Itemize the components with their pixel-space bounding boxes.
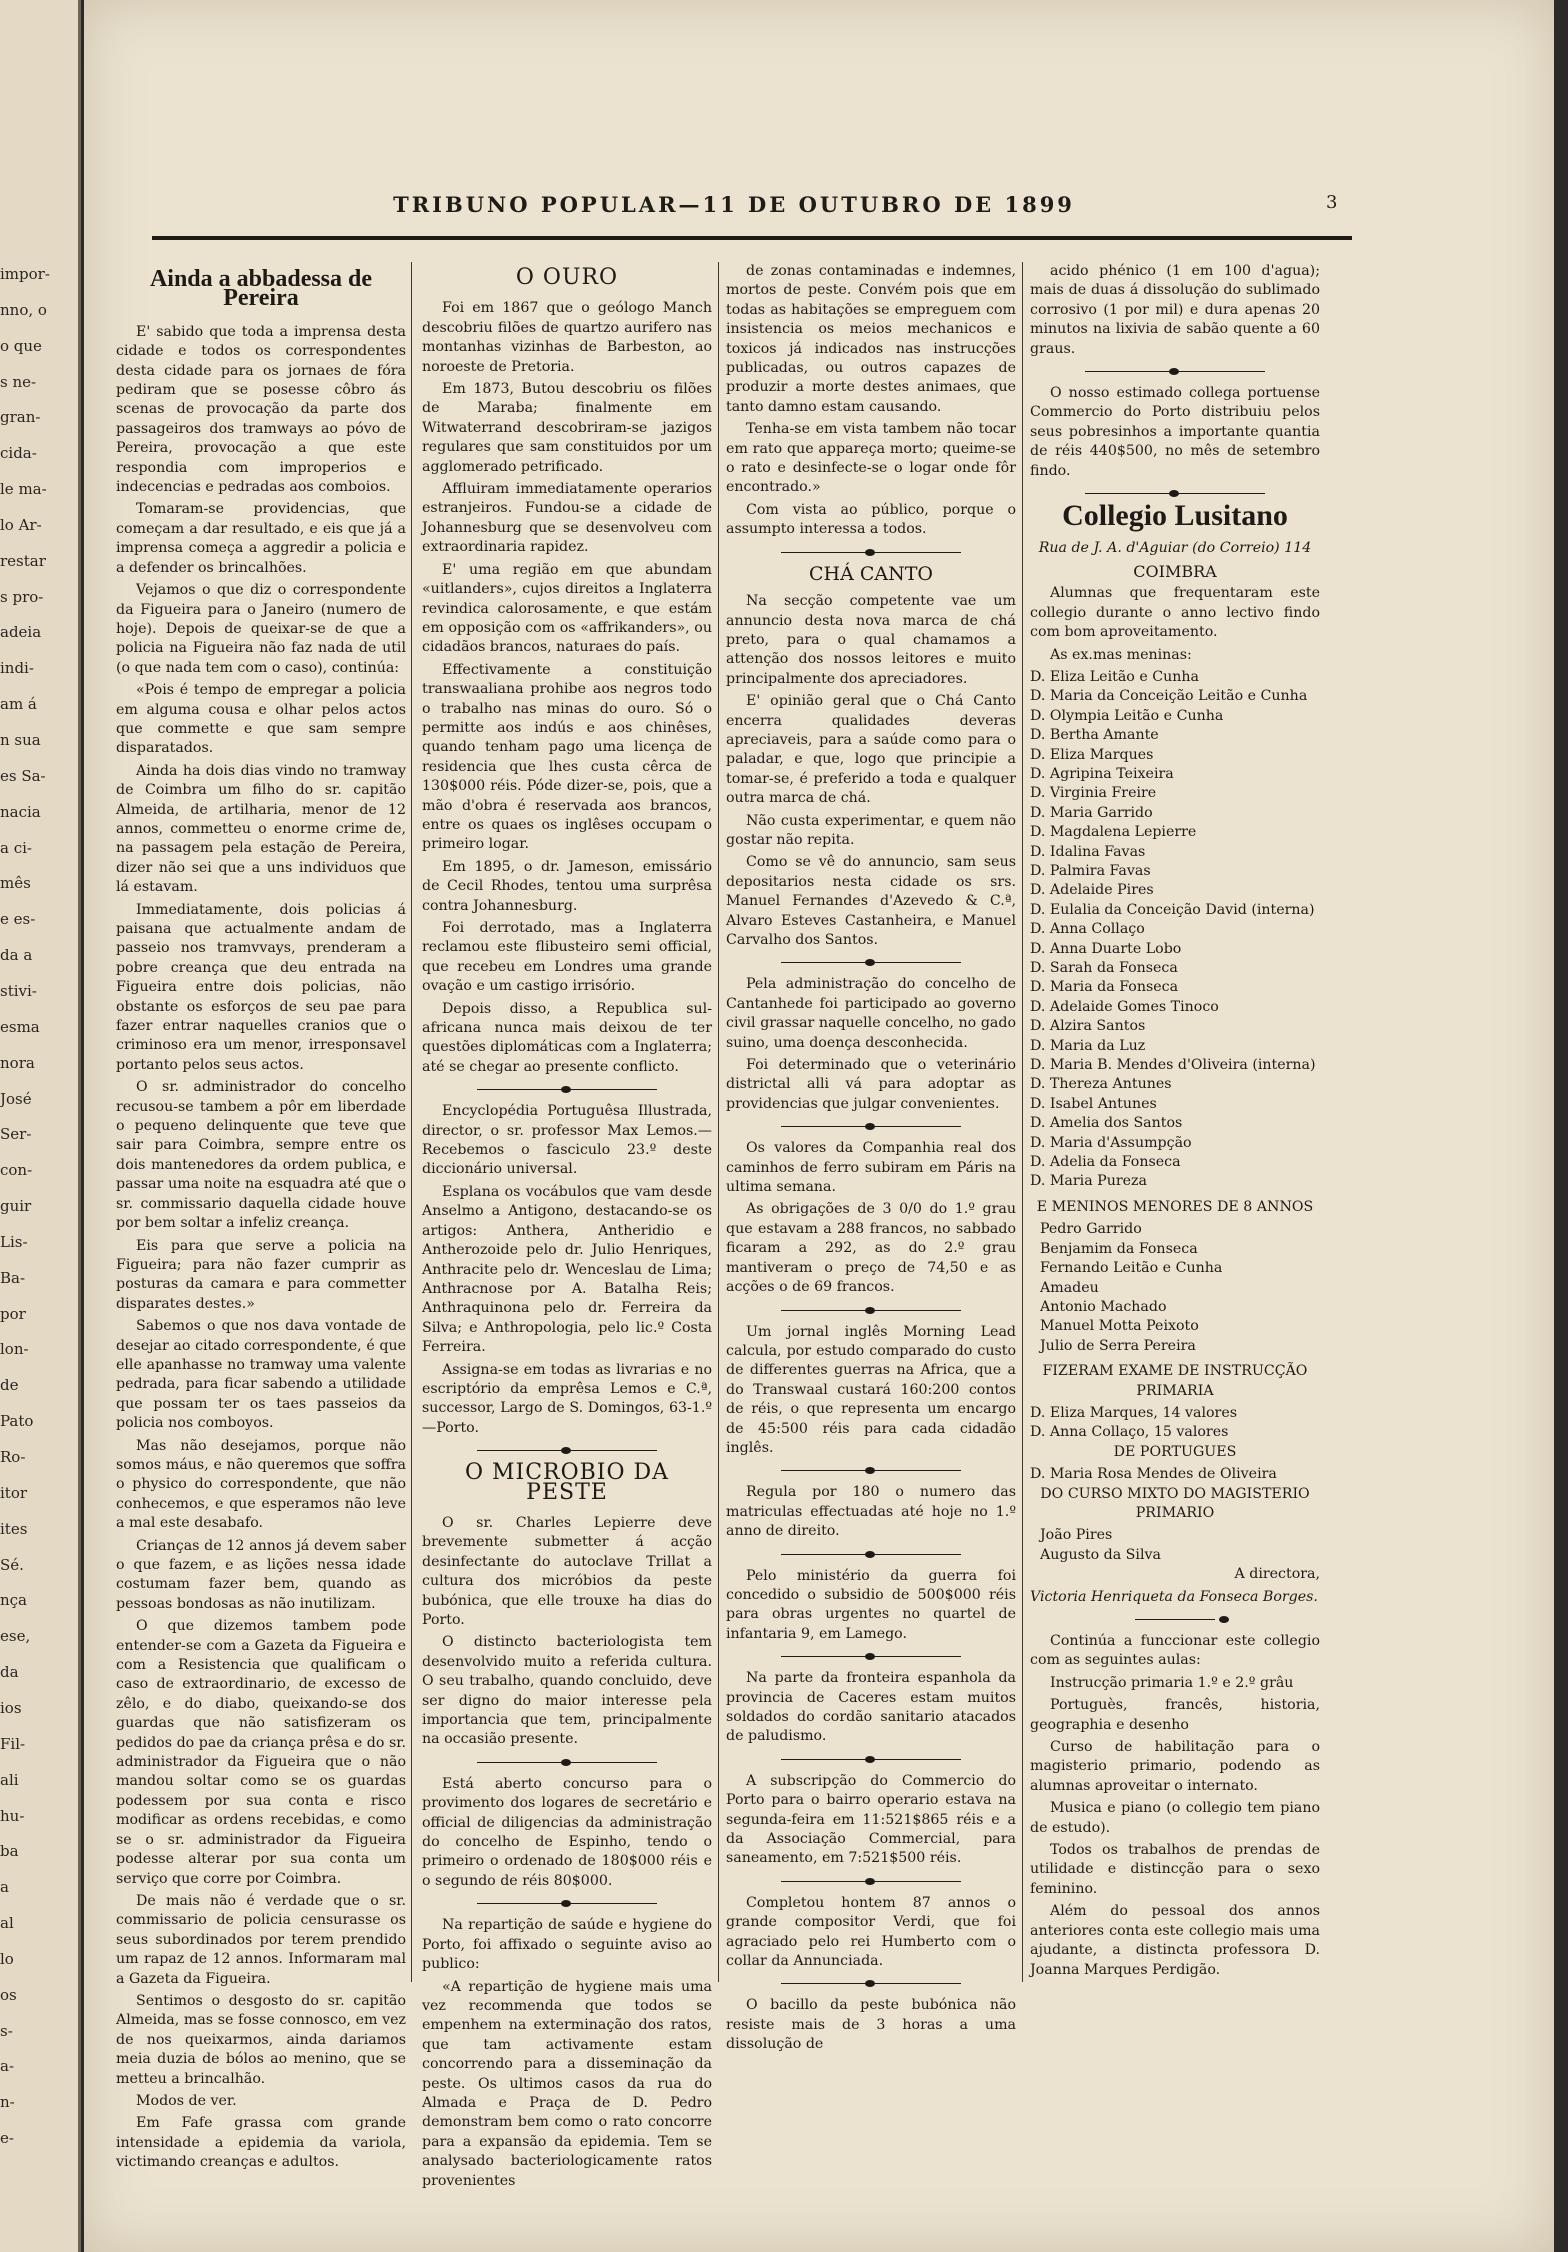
news-item: O nosso estimado collega portuense Commercio do Porto distribuiu pelos seus pobresinhos a importante quantia de réis 440$500, no mês de setembro findo.: [1030, 385, 1320, 479]
list-item: D. Eliza Marques: [1030, 746, 1154, 763]
separator: [1085, 493, 1265, 494]
margin-fragment: stivi-: [0, 981, 37, 1000]
paragraph: Na secção competente vae um annuncio desta nova marca de chá preto, para o qual chamamos a attenção dos nossos leitores e muito principalmente dos apreciadores.: [726, 593, 1016, 687]
paragraph: Sabemos o que nos dava vontade de desejar ao citado correspondente, é que elle apanhasse no tramway uma valente pedrada, para ficar sabendo a utilidade que possam ter os taes passeios da policia nos comboyos.: [116, 1318, 406, 1432]
paragraph: Instrucção primaria 1.º e 2.º grâu: [1050, 1674, 1294, 1691]
margin-fragment: a: [0, 1878, 9, 1897]
microbio-body: [422, 1514, 712, 1750]
margin-fragment: a-: [0, 2057, 15, 2076]
list-item: Julio de Serra Pereira: [1040, 1337, 1196, 1354]
list-item: D. Maria da Conceição Leitão e Cunha: [1030, 688, 1308, 705]
margin-fragment: n sua: [0, 731, 41, 750]
paragraph: Com vista ao público, porque o assumpto interessa a todos.: [726, 501, 1016, 538]
news-item: Completou hontem 87 annos o grande compositor Verdi, que foi agraciado pelo rei Humberto com o collar da Annunciada.: [726, 1894, 1016, 1970]
news-item: Os valores da Companhia real dos caminhos de ferro subiram em Páris na ultima semana.: [726, 1140, 1016, 1196]
list-item: D. Olympia Leitão e Cunha: [1030, 707, 1224, 724]
paragraph: O que dizemos tambem pode entender-se com a Gazeta da Figueira e com a Resistencia que qualificam o caso de extraordinario, de excesso de zêlo, e do diabo, queixando-se dos guardas que não satisfizeram os pedidos do pae da criança prêsa e do sr. administrador da Figueira que o não mandou soltar como se os guardas podessem por sua conta e risco modificar as ordens recebidas, e como se o sr. administrador da Figueira podesse alterar por sua conta um serviço que corre por Coimbra.: [116, 1618, 406, 1887]
list-item: D. Idalina Favas: [1030, 843, 1146, 860]
margin-fragment: os: [0, 1985, 17, 2004]
misto-title: DO CURSO MIXTO DO MAGISTERIO PRIMARIO: [1040, 1485, 1310, 1521]
paragraph: «Pois é tempo de empregar a policia em alguma cousa e olhar pelos actos que commette e que sam sempre disparatados.: [116, 682, 406, 757]
separator: [781, 1554, 961, 1555]
list-item: D. Adelaide Pires: [1030, 882, 1154, 899]
collegio-address: Rua de J. A. d'Aguiar (do Correio) 114: [1038, 540, 1312, 557]
separator: [1135, 1619, 1215, 1620]
list-item: D. Maria d'Assumpção: [1030, 1134, 1192, 1151]
hygiene-note: [422, 1916, 712, 2191]
paragraph: Em Fafe grassa com grande intensidade a epidemia da variola, victimando creanças e adultos.: [116, 2115, 406, 2171]
paragraph: Como se vê do annuncio, sam seus depositarios nesta cidade os srs. Manuel Fernandes d'Azevedo & C.ª, Alvaro Esteves Castanheira, e Manuel Carvalho dos Santos.: [726, 854, 1016, 948]
list-item: D. Maria B. Mendes d'Oliveira (interna): [1030, 1057, 1316, 1074]
list-item: Benjamim da Fonseca: [1040, 1240, 1198, 1257]
margin-fragment: impor-: [0, 265, 50, 283]
section-title-microbio: O MICROBIO DA PESTE: [464, 1460, 670, 1505]
collegio-title: Collegio Lusitano: [1062, 499, 1288, 533]
paragraph: E' opinião geral que o Chá Canto encerra qualidades deveras apreciaveis, para a saúde como para o paladar, e que, logo que principie a tomar-se, é preferido a toda e qualquer outra marca de chá.: [726, 693, 1016, 807]
list-item: Pedro Garrido: [1040, 1221, 1142, 1238]
list-item: D. Palmira Favas: [1030, 862, 1151, 879]
list-item: D. Maria Rosa Mendes de Oliveira: [1030, 1466, 1277, 1483]
separator: [781, 1881, 961, 1882]
menores-title: E MENINOS MENORES DE 8 ANNOS: [1036, 1198, 1314, 1215]
separator: [781, 1126, 961, 1127]
continued-text: [726, 262, 1016, 540]
margin-fragment: ba: [0, 1842, 19, 1861]
list-item: D. Alzira Santos: [1030, 1018, 1146, 1035]
paragraph: Modos de ver.: [136, 2092, 237, 2109]
list-item: Augusto da Silva: [1040, 1546, 1161, 1563]
paragraph: Tenha-se em vista tambem não tocar em rato que appareça morto; queime-se o rato e desinfecte-se o logar onde fôr encontrado.»: [726, 421, 1016, 496]
margin-fragment: da a: [0, 946, 33, 965]
paragraph: Mas não desejamos, porque não somos máus, e não queremos que soffra o physico do correspondente, que não conhecemos, e que esperamos não leve a mal este desabafo.: [116, 1437, 406, 1532]
news-item: Pela administração do concelho de Cantanhede foi participado ao governo civil grassar naquelle concelho, no gado suino, uma doença desconhecida.: [726, 976, 1016, 1051]
separator: [1085, 371, 1265, 372]
margin-fragment: Fil-: [0, 1734, 26, 1753]
concurso-note: Está aberto concurso para o provimento dos logares de secretário e official de diligencias da administração do concelho de Espinho, tendo o primeiro o ordenado de 180$000 réis e o segundo de réis 80$000.: [422, 1775, 712, 1889]
directora-label: A directora,: [1234, 1566, 1320, 1583]
exame-title: FIZERAM EXAME DE INSTRUCÇÃO PRIMARIA: [1042, 1363, 1308, 1399]
paragraph: «A repartição de hygiene mais uma vez recommenda que todos se empenhem na exterminação dos ratos, que tam activamente estam concorrendo para a disseminação da peste. Os ultimos casos da rua do Almada e Praça de D. Pedro demonstram bem como o rato concorre para a expansão da epidemia. Tem se analysado bacteriologicamente ratos provenientes: [422, 1978, 712, 2189]
margin-fragment: lo Ar-: [0, 515, 42, 534]
page-sheet: [84, 0, 1554, 2252]
list-item: D. Eliza Leitão e Cunha: [1030, 668, 1199, 685]
margin-fragment: Sé.: [0, 1555, 24, 1574]
margin-fragment: cida-: [0, 444, 37, 463]
margin-fragment: ali: [0, 1770, 19, 1789]
separator: [781, 1656, 961, 1657]
paragraph: de zonas contaminadas e indemnes, mortos de peste. Convém pois que em todas as habitações se empreguem com insistencia os meios mechanicos e toxicos já indicados nas instrucções publicadas, ou outros capazes de produzir a morte destes animaes, que tanto damno estam causando.: [726, 263, 1016, 415]
section-title-ouro: O OURO: [515, 265, 619, 290]
paragraph: De mais não é verdade que o sr. commissario de policia censurasse os seus subordinados por terem prendido um rapaz de 12 annos. Informaram mal a Gazeta da Figueira.: [116, 1892, 406, 1987]
list-item: D. Thereza Antunes: [1030, 1076, 1172, 1093]
margin-fragment: itor: [0, 1483, 28, 1502]
margin-fragment: Pato: [0, 1412, 34, 1431]
misto-list: [1030, 1526, 1320, 1565]
meninas-list: [1030, 668, 1320, 1192]
paragraph: E' uma região em que abundam «uitlanders», cujos direitos a Inglaterra revindica calorosamente, e que estám em opposição com os «affrikanders», ou cidadãos brancos, naturaes do país.: [422, 561, 712, 656]
margin-fragment: s pro-: [0, 587, 44, 606]
column-divider: [718, 262, 719, 1982]
paragraph: Foi em 1867 que o geólogo Manch descobriu filões de quartzo aurifero nas montanhas vizinhas de Barbeston, ao noroeste de Pretoria.: [422, 300, 712, 375]
paragraph: Foi derrotado, mas a Inglaterra reclamou este flibusteiro semi official, que recebeu em Londres uma grande ovação e um castigo irrisório.: [422, 920, 712, 995]
news-item: O bacillo da peste bubónica não resiste mais de 3 horas a uma dissolução de: [726, 1997, 1016, 2053]
list-item: D. Eliza Marques, 14 valores: [1030, 1404, 1238, 1421]
margin-fragment: a ci-: [0, 838, 32, 857]
margin-fragment: nora: [0, 1053, 35, 1072]
margin-fragment: s-: [0, 2021, 13, 2040]
separator: [477, 1762, 657, 1763]
cha-body: [726, 592, 1016, 950]
margin-fragment: da: [0, 1663, 19, 1682]
list-item: D. Maria da Luz: [1030, 1037, 1146, 1054]
margin-fragment: esma: [0, 1017, 40, 1036]
margin-fragment: s ne-: [0, 372, 37, 391]
collegio-city: COIMBRA: [1133, 561, 1217, 581]
collegio-intro: Alumnas que frequentaram este collegio durante o anno lectivo findo com bom aproveitamento.: [1030, 585, 1320, 641]
margin-fragment: de: [0, 1376, 19, 1395]
news-item: As obrigações de 3 0/0 do 1.º grau que estavam a 288 francos, no sabbado ficaram a 292, as do 2.º grau mantiveram o preço de 74,50 e as acções o de 69 francos.: [726, 1201, 1016, 1296]
paragraph: Além do pessoal dos annos anteriores conta este collegio mais uma ajudante, a distincta professora D. Joanna Marques Perdigão.: [1030, 1903, 1320, 1978]
paragraph: Esplana os vocábulos que vam desde Anselmo a Antigono, destacando-se os artigos: Anthera, Antheridio e Antherozoide pelo dr. Julio Henriques, Anthracite pelo dr. Wenceslau de Lima; Anthracnose por A. Batalha Reis; Anthraquinona pelo dr. Ferreira da Silva; e Anthropologia, pelo lic.º Costa Ferreira.: [422, 1183, 712, 1356]
section-title-cha: CHÁ CANTO: [808, 562, 933, 585]
aulas-list: [1030, 1632, 1320, 1980]
encyclopedia-note: [422, 1102, 712, 1438]
margin-fragment: nça: [0, 1591, 28, 1610]
separator: [781, 1759, 961, 1760]
list-item: D. Eulalia da Conceição David (interna): [1030, 901, 1315, 918]
list-item: D. Maria da Fonseca: [1030, 979, 1179, 996]
paragraph: Vejamos o que diz o correspondente da Figueira para o Janeiro (numero de hoje). Depois de queixar-se de que a policia na Figueira não faz nada de util (o que nada tem com o caso), continúa:: [116, 582, 406, 676]
paragraph: O sr. administrador do concelho recusou-se tambem a pôr em liberdade o pequeno delinquente que teve que sair para Coimbra, sempre entre os dois mantenedores da ordem publica, e passar uma noite na esquadra até que o sr. commissario daquella cidade houve por bem soltar a infeliz creança.: [116, 1079, 406, 1232]
margin-fragment: gran-: [0, 408, 41, 427]
paragraph: Encyclopédia Portuguêsa Illustrada, director, o sr. professor Max Lemos.—Recebemos o fasciculo 23.º deste diccionário universal.: [422, 1103, 712, 1178]
margin-fragment: con-: [0, 1161, 33, 1180]
list-item: D. Isabel Antunes: [1030, 1095, 1157, 1112]
menores-list: [1030, 1220, 1320, 1356]
list-item: D. Amelia dos Santos: [1030, 1115, 1183, 1132]
news-item: Pelo ministério da guerra foi concedido o subsidio de 500$000 réis para obras urgentes no quartel de infantaria 9, em Lamego.: [726, 1567, 1016, 1642]
margin-fragment: Ba-: [0, 1268, 26, 1287]
paragraph: Assigna-se em todas as livrarias e no escriptório da emprêsa Lemos e C.ª, successor, Largo de S. Domingos, 63-1.º—Porto.: [422, 1361, 712, 1436]
margin-fragment: ios: [0, 1698, 22, 1717]
page-number: 3: [1326, 192, 1338, 213]
list-item: Fernando Leitão e Cunha: [1040, 1260, 1223, 1277]
margin-fragment: por: [0, 1304, 26, 1323]
masthead: TRIBUNO POPULAR—11 DE OUTUBRO DE 1899: [393, 192, 1075, 217]
list-item: Antonio Machado: [1040, 1298, 1167, 1315]
margin-fragment: Lis-: [0, 1232, 28, 1251]
list-item: D. Anna Duarte Lobo: [1030, 940, 1182, 957]
separator: [477, 1450, 657, 1451]
paragraph: Não custa experimentar, e quem não gostar não repita.: [726, 812, 1016, 848]
news-item: Regula por 180 o numero das matriculas effectuadas até hoje no 1.º anno de direito.: [726, 1484, 1016, 1540]
paragraph: Na repartição de saúde e hygiene do Porto, foi affixado o seguinte aviso ao publico:: [422, 1917, 712, 1973]
header-rule: [152, 236, 1352, 240]
paragraph: E' sabido que toda a imprensa desta cidade e todos os correspondentes desta cidade para os jornaes de fóra pediram que se posesse côbro ás scenas de provocação da parte dos passageiros dos tramways ao póvo de Pereira, provocação a que este respondia com improperios e indecencias e pedradas aos comboios.: [116, 323, 406, 496]
list-item: D. Virginia Freire: [1030, 785, 1157, 802]
news-item: Na parte da fronteira espanhola da provincia de Caceres estam muitos soldados do cordão sanitario atacados de paludismo.: [726, 1670, 1016, 1745]
list-item: D. Anna Collaço, 15 valores: [1030, 1424, 1229, 1441]
margin-fragment: le ma-: [0, 480, 47, 499]
paragraph: Immediatamente, dois policias á paisana que actualmente andam de passeio nos tramvvays, prenderam a pobre creança que deu entrada na Figueira entre dois policias, não obstante os esforços de seu pae para fazer entrar naquelles cranios que o criminoso era um menor, irresponsavel portanto pelos seus actos.: [116, 901, 406, 1073]
paragraph: Todos os trabalhos de prendas de utilidade e distincção para o sexo feminino.: [1030, 1842, 1320, 1897]
margin-fragment: guir: [0, 1197, 32, 1216]
column-3: [726, 262, 1016, 2053]
margin-fragment: José: [0, 1089, 32, 1108]
column-divider: [1022, 262, 1023, 1982]
margin-fragment: al: [0, 1914, 14, 1933]
paragraph: Eis para que serve a policia na Figueira; para não fazer cumprir as posturas da camara e para commetter disparates destes.»: [116, 1237, 406, 1312]
list-item: D. Agripina Teixeira: [1030, 765, 1174, 782]
separator: [781, 552, 961, 553]
collegio-exmas: As ex.mas meninas:: [1050, 646, 1192, 663]
list-item: Manuel Motta Peixoto: [1040, 1318, 1199, 1335]
margin-fragment: ites: [0, 1519, 28, 1538]
list-item: D. Maria Pureza: [1030, 1173, 1147, 1190]
ouro-body: [422, 299, 712, 1077]
margin-fragment: nno, o: [0, 300, 47, 319]
margin-fragment: restar: [0, 551, 46, 570]
list-item: D. Magdalena Lepierre: [1030, 824, 1197, 841]
paragraph: Curso de habilitação para o magisterio primario, podendo as alumnas aproveitar o internato.: [1030, 1739, 1320, 1794]
separator: [781, 1470, 961, 1471]
paragraph: Effectivamente a constituição transwaaliana prohibe aos negros todo o trabalho nas minas do ouro. Só o permitte aos indús e aos chinêses, quando tenham pago uma licença de residencia que lhes custa cêrca de 130$000 réis. Póde dizer-se, pois, que a mão d'obra é reservada aos brancos, entre os quaes os inglêses occupam o primeiro logar.: [422, 661, 712, 853]
news-item: Foi determinado que o veterinário districtal alli vá para adoptar as providencias que julgar convenientes.: [726, 1057, 1016, 1112]
paragraph: Continúa a funccionar este collegio com as seguintes aulas:: [1030, 1633, 1320, 1669]
separator: [781, 962, 961, 963]
margin-fragment: e-: [0, 2129, 14, 2148]
separator: [477, 1089, 657, 1090]
list-item: D. Bertha Amante: [1030, 727, 1159, 744]
margin-fragment: n-: [0, 2093, 15, 2112]
margin-fragment: e es-: [0, 910, 36, 929]
margin-fragment: nacia: [0, 802, 41, 821]
separator: [781, 1983, 961, 1984]
column-divider: [411, 262, 412, 1982]
paragraph: Ainda ha dois dias vindo no tramway de Coimbra um filho do sr. capitão Almeida, de artilharia, menor de 12 annos, commetteu o enorme crime de, na passagem pela estação de Pereira, dizer não sei que a uns individuos que lá estavam.: [116, 762, 406, 896]
list-item: D. Sarah da Fonseca: [1030, 960, 1178, 976]
article-title: Ainda a abbadessa de Pereira: [149, 266, 373, 312]
paragraph: Em 1873, Butou descobriu os filões de Maraba; finalmente em Witwaterrand descobriram-se jazigos regulares que sam constituidos por um agglomerado petrificado.: [422, 381, 712, 475]
list-item: Amadeu: [1040, 1279, 1099, 1296]
paragraph: Sentimos o desgosto do sr. capitão Almeida, mas se fosse connosco, em vez de nos queixarmos, ainda dariamos meia duzia de bólos ao menino, que se metteu a brincalhão.: [116, 1992, 406, 2087]
paragraph: O distincto bacteriologista tem desenvolvido muito a referida cultura. O seu trabalho, quando concluido, deve ser digno do maior interesse pela importancia que tem, principalmente na occasião presente.: [422, 1634, 712, 1748]
margin-fragment: lo: [0, 1949, 14, 1968]
separator: [781, 1310, 961, 1311]
previous-page-margin: [0, 0, 81, 2252]
paragraph: O sr. Charles Lepierre deve brevemente submetter á acção desinfectante do autoclave Trillat a cultura dos micróbios da peste bubónica, que elle trouxe ha dias do Porto.: [422, 1514, 712, 1628]
margin-fragment: o que: [0, 336, 42, 355]
margin-fragment: indi-: [0, 659, 34, 678]
margin-fragment: am á: [0, 695, 37, 714]
paragraph: Tomaram-se providencias, que começam a dar resultado, e eis que já a imprensa começa a aggredir a policia e a defender os brincalhões.: [116, 501, 406, 576]
list-item: D. Anna Collaço: [1030, 921, 1145, 938]
paragraph: Crianças de 12 annos já devem saber o que fazem, e as lições nessa idade costumam fazer bem, quando as pessoas bondosas as não inutilizam.: [116, 1537, 406, 1612]
exame-list: [1030, 1404, 1320, 1443]
paragraph: Portuguès, francês, historia, geographia e desenho: [1030, 1697, 1320, 1733]
directora-name: Victoria Henriqueta da Fonseca Borges.: [1030, 1588, 1318, 1605]
news-item: A subscripção do Commercio do Porto para o bairro operario estava na segunda-feira em 11:521$865 réis e a da Associação Commercial, para saneamento, em 7:521$500 réis.: [726, 1772, 1016, 1867]
column-4: [1030, 262, 1320, 1992]
paragraph: Affluiram immediatamente operarios estranjeiros. Fundou-se a cidade de Johannesburg que se desenvolveu com extraordinaria rapidez.: [422, 481, 712, 556]
margin-fragment: Ser-: [0, 1125, 32, 1144]
margin-fragment: lon-: [0, 1340, 29, 1359]
margin-fragment: hu-: [0, 1806, 25, 1825]
paragraph: Depois disso, a Republica sul-africana nunca mais deixou de ter questões diplomáticas com a Inglaterra; até se chegar ao presente conflicto.: [422, 1000, 712, 1075]
news-item: Um jornal inglês Morning Lead calcula, por estudo comparado do custo de differentes guerras na Africa, que a do Transwaal custará 160:200 contos de réis, o que representa um encargo de 45:500 réis para cada cidadão inglês.: [726, 1323, 1016, 1456]
list-item: D. Maria Garrido: [1030, 804, 1153, 821]
column-2: [422, 262, 712, 2189]
paragraph: Em 1895, o dr. Jameson, emissário de Cecil Rhodes, tentou uma surprêsa contra Johannesburg.: [422, 858, 712, 914]
list-item: D. Adelia da Fonseca: [1030, 1154, 1181, 1171]
separator: [477, 1903, 657, 1904]
article-body: [116, 323, 406, 2173]
portugues-list: [1030, 1465, 1320, 1484]
margin-fragment: adeia: [0, 623, 42, 642]
list-item: João Pires: [1040, 1527, 1113, 1544]
portugues-title: DE PORTUGUES: [1113, 1443, 1237, 1460]
margin-fragment: mês: [0, 874, 31, 893]
margin-fragment: Ro-: [0, 1448, 26, 1467]
list-item: D. Adelaide Gomes Tinoco: [1030, 998, 1219, 1015]
paragraph: Musica e piano (o collegio tem piano de estudo).: [1030, 1800, 1320, 1836]
margin-fragment: es Sa-: [0, 766, 46, 785]
margin-fragment: ese,: [0, 1627, 31, 1646]
column-1: [116, 262, 406, 2171]
continued-text: acido phénico (1 em 100 d'agua); mais de duas á dissolução do sublimado corrosivo (1 por mil) e dura apenas 20 minutos na lixivia de sabão quente a 60 graus.: [1030, 263, 1320, 357]
